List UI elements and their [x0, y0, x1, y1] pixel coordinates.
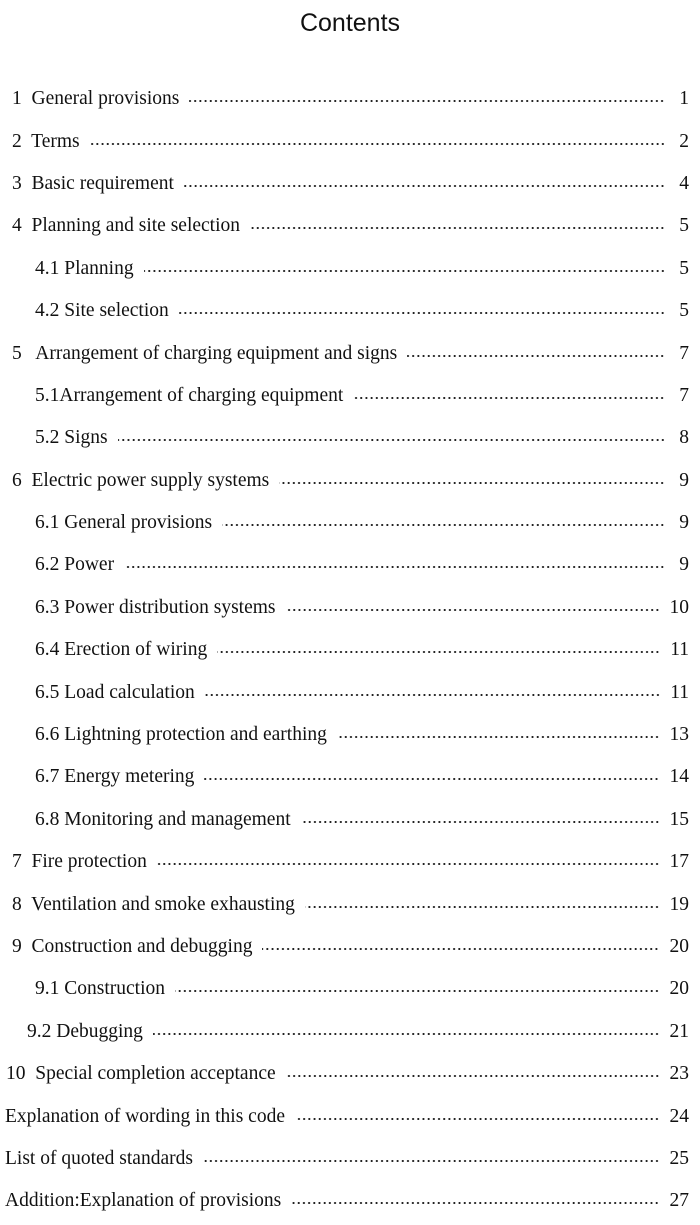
toc-entry-page-number: 5 [679, 257, 689, 279]
toc-entry-page-number: 10 [669, 596, 689, 618]
toc-entry-page-number: 21 [669, 1020, 689, 1042]
toc-entry[interactable] [0, 460, 700, 502]
dot-leader [305, 906, 660, 908]
dot-leader [291, 1202, 659, 1204]
toc-entry[interactable] [0, 883, 700, 925]
toc-entry[interactable] [0, 1053, 700, 1095]
toc-entry-page-number: 7 [679, 384, 689, 406]
page-title: Contents [299, 9, 401, 37]
toc-entry-page-number: 8 [679, 427, 689, 449]
toc-entry-page-number: 19 [669, 893, 689, 915]
toc-entry-title: 8 Ventilation and smoke exhausting [12, 894, 305, 916]
dot-leader [118, 439, 665, 441]
toc-entry-title: Addition:Explanation of provisions [5, 1190, 291, 1212]
dot-leader [153, 1033, 660, 1035]
toc-entry-page-number: 25 [669, 1147, 689, 1169]
toc-entry-title: 6.3 Power distribution systems [35, 597, 286, 619]
toc-entry-page-number: 11 [670, 681, 689, 703]
toc-entry-title: 2 Terms [12, 131, 90, 153]
toc-entry-page-number: 20 [669, 978, 689, 1000]
toc-entry-page-number: 5 [679, 215, 689, 237]
toc-entry-title: 6.4 Erection of wiring [35, 639, 217, 661]
toc-entry-page-number: 4 [679, 172, 689, 194]
toc-entry-title: 4.1 Planning [35, 258, 144, 280]
toc-entry-page-number: 9 [679, 512, 689, 534]
toc-entry[interactable] [0, 714, 700, 756]
toc-entry[interactable] [0, 629, 700, 671]
toc-entry[interactable] [0, 1011, 700, 1053]
toc-entry[interactable] [0, 926, 700, 968]
toc-entry-page-number: 9 [679, 554, 689, 576]
toc-entry[interactable] [0, 756, 700, 798]
dot-leader [184, 185, 665, 187]
toc-entry-title: 7 Fire protection [12, 851, 157, 873]
dot-leader [353, 397, 665, 399]
toc-entry-title: 5.2 Signs [35, 427, 118, 449]
dot-leader [407, 355, 665, 357]
toc-entry-page-number: 15 [669, 808, 689, 830]
toc-entry[interactable] [0, 205, 700, 247]
dot-leader [222, 524, 665, 526]
toc-entry[interactable] [0, 163, 700, 205]
toc-entry-title: Explanation of wording in this code [5, 1106, 295, 1128]
toc-entry-page-number: 5 [679, 300, 689, 322]
dot-leader [144, 270, 665, 272]
toc-entry-title: 9.1 Construction [35, 978, 175, 1000]
toc-entry-title: List of quoted standards [5, 1148, 203, 1170]
toc-entry[interactable] [0, 1180, 700, 1222]
dot-leader [203, 1160, 660, 1162]
dot-leader [205, 694, 660, 696]
dot-leader [286, 1075, 660, 1077]
toc-entry[interactable] [0, 544, 700, 586]
toc-entry-page-number: 11 [670, 639, 689, 661]
dot-leader [337, 736, 660, 738]
toc-entry[interactable] [0, 375, 700, 417]
toc-entry[interactable] [0, 1095, 700, 1137]
toc-entry-page-number: 27 [669, 1190, 689, 1212]
toc-entry[interactable] [0, 120, 700, 162]
toc-entry-title: 6.7 Energy metering [35, 766, 204, 788]
dot-leader [301, 821, 660, 823]
toc-entry-page-number: 13 [669, 724, 689, 746]
toc-entry-title: 9.2 Debugging [27, 1021, 153, 1043]
toc-entry-title: 6.2 Power [35, 554, 124, 576]
toc-entry-title: 5.1Arrangement of charging equipment [35, 385, 353, 407]
dot-leader [175, 990, 660, 992]
dot-leader [250, 227, 665, 229]
dot-leader [217, 651, 660, 653]
toc-entry-title: 10 Special completion acceptance [6, 1063, 286, 1085]
dot-leader [286, 609, 660, 611]
dot-leader [279, 482, 665, 484]
toc-entry-title: 1 General provisions [12, 88, 189, 110]
toc-entry-title: 9 Construction and debugging [12, 936, 262, 958]
dot-leader [204, 778, 659, 780]
toc-entry-page-number: 20 [669, 936, 689, 957]
toc-entry-page-number: 9 [679, 469, 689, 491]
toc-entry-page-number: 24 [669, 1105, 689, 1127]
toc-entry-title: 4 Planning and site selection [12, 215, 250, 237]
toc-entry-title: 6.1 General provisions [35, 512, 222, 534]
toc-entry[interactable] [0, 248, 700, 290]
toc-entry[interactable] [0, 799, 700, 841]
toc-entry-page-number: 2 [679, 130, 689, 152]
toc-entry[interactable] [0, 290, 700, 332]
toc-entry-title: 6.6 Lightning protection and earthing [35, 724, 337, 746]
toc-entry[interactable] [0, 1138, 700, 1180]
toc-entry-title: 6 Electric power supply systems [12, 470, 279, 492]
table-of-contents [0, 78, 700, 1223]
dot-leader [124, 566, 665, 568]
toc-entry[interactable] [0, 78, 700, 120]
toc-entry[interactable] [0, 968, 700, 1010]
dot-leader [295, 1118, 660, 1120]
toc-entry[interactable] [0, 417, 700, 459]
toc-entry[interactable] [0, 671, 700, 713]
toc-entry-title: 6.8 Monitoring and management [35, 809, 301, 831]
toc-entry-page-number: 23 [669, 1063, 689, 1085]
toc-entry-title: 5 Arrangement of charging equipment and signs [12, 343, 407, 365]
dot-leader [189, 100, 665, 102]
toc-entry[interactable] [0, 332, 700, 374]
toc-entry-page-number: 1 [679, 88, 689, 110]
dot-leader [90, 143, 665, 145]
toc-entry[interactable] [0, 502, 700, 544]
toc-entry[interactable] [0, 841, 700, 883]
toc-entry-title: 4.2 Site selection [35, 300, 179, 322]
toc-entry-page-number: 17 [669, 851, 689, 873]
toc-entry-page-number: 14 [669, 766, 689, 788]
dot-leader [179, 312, 665, 314]
dot-leader [262, 948, 659, 950]
toc-entry[interactable] [0, 587, 700, 629]
toc-entry-title: 3 Basic requirement [12, 173, 184, 195]
dot-leader [157, 863, 660, 865]
toc-entry-page-number: 7 [679, 342, 689, 364]
toc-entry-title: 6.5 Load calculation [35, 682, 205, 704]
